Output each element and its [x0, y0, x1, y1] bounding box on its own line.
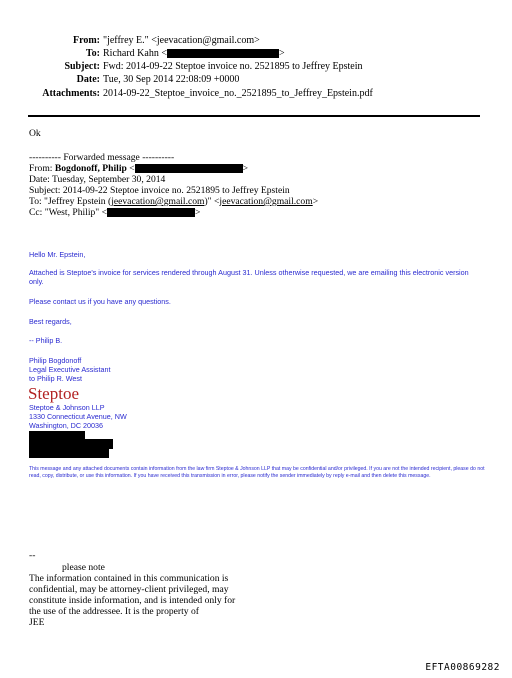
header-divider — [28, 115, 480, 117]
date-label: Date: — [76, 74, 100, 85]
redaction-block — [29, 448, 109, 458]
address-line-1: 1330 Connecticut Avenue, NW — [29, 412, 127, 421]
fwd-cc: Cc: "West, Philip" < > — [29, 207, 201, 218]
date-value: Tue, 30 Sep 2014 22:08:09 +0000 — [103, 74, 240, 85]
attachments-label: Attachments: — [42, 88, 100, 99]
email-link[interactable]: jeevacation@gmail.com — [111, 196, 205, 207]
email-link[interactable]: jeevacation@gmail.com — [219, 196, 313, 207]
address-line-2: Washington, DC 20036 — [29, 421, 104, 430]
from-value: "jeffrey E." <jeevacation@gmail.com> — [103, 35, 260, 46]
redaction-bar — [135, 164, 243, 173]
sender-initial: -- Philip B. — [29, 336, 63, 345]
firm-name: Steptoe & Johnson LLP — [29, 403, 105, 412]
please-note: please note — [62, 562, 105, 573]
redaction-bar — [107, 208, 195, 217]
sig-to: to Philip R. West — [29, 374, 82, 383]
sig-title: Legal Executive Assistant — [29, 365, 111, 374]
ok-text: Ok — [29, 128, 41, 139]
redaction-bar — [167, 49, 279, 58]
contact-line: Please contact us if you have any questions. — [29, 297, 171, 306]
fwd-from: From: Bogdonoff, Philip < > — [29, 163, 249, 174]
subject-value: Fwd: 2014-09-22 Steptoe invoice no. 2521895 to Jeffrey Epstein — [103, 61, 363, 72]
disclaimer: This message and any attached documents contain information from the law firm Steptoe & Johnson LLP that may be confidential and/or privileged. If you are not the intended recipient, please do not read, copy, distribute, or use this information. If you have received this transmission in error, please notify the sender immediately by reply e-mail and then delete this message. — [29, 466, 485, 479]
fwd-date: Date: Tuesday, September 30, 2014 — [29, 174, 166, 185]
message-paragraph: Attached is Steptoe's invoice for services rendered through August 31. Unless otherwise requested, we are emailing this electronic version only. — [29, 268, 469, 286]
to-value: Richard Kahn < > — [103, 48, 285, 59]
to-label: To: — [85, 48, 100, 59]
subject-label: Subject: — [64, 61, 100, 72]
greeting: Hello Mr. Epstein, — [29, 250, 86, 259]
document-id: EFTA00869282 — [425, 662, 500, 673]
footer-line-3: constitute inside information, and is intended only for — [29, 595, 236, 606]
sig-name: Philip Bogdonoff — [29, 356, 82, 365]
from-label: From: — [72, 35, 100, 46]
forward-line: ---------- Forwarded message ---------- — [29, 152, 175, 163]
attachments-value[interactable]: 2014-09-22_Steptoe_invoice_no._2521895_to_Jeffrey_Epstein.pdf — [103, 88, 373, 99]
regards: Best regards, — [29, 317, 72, 326]
sig-dashes: -- — [29, 550, 36, 561]
footer-line-2: confidential, may be attorney-client privileged, may — [29, 584, 229, 595]
footer-line-4: the use of the addressee. It is the property of — [29, 606, 199, 617]
fwd-subject: Subject: 2014-09-22 Steptoe invoice no. 2521895 to Jeffrey Epstein — [29, 185, 290, 196]
fwd-to: To: "Jeffrey Epstein (jeevacation@gmail.com)" <jeevacation@gmail.com> — [29, 196, 319, 207]
footer-line-1: The information contained in this communication is — [29, 573, 229, 584]
footer-line-5: JEE — [29, 617, 45, 628]
steptoe-logo: Steptoe — [28, 384, 79, 403]
